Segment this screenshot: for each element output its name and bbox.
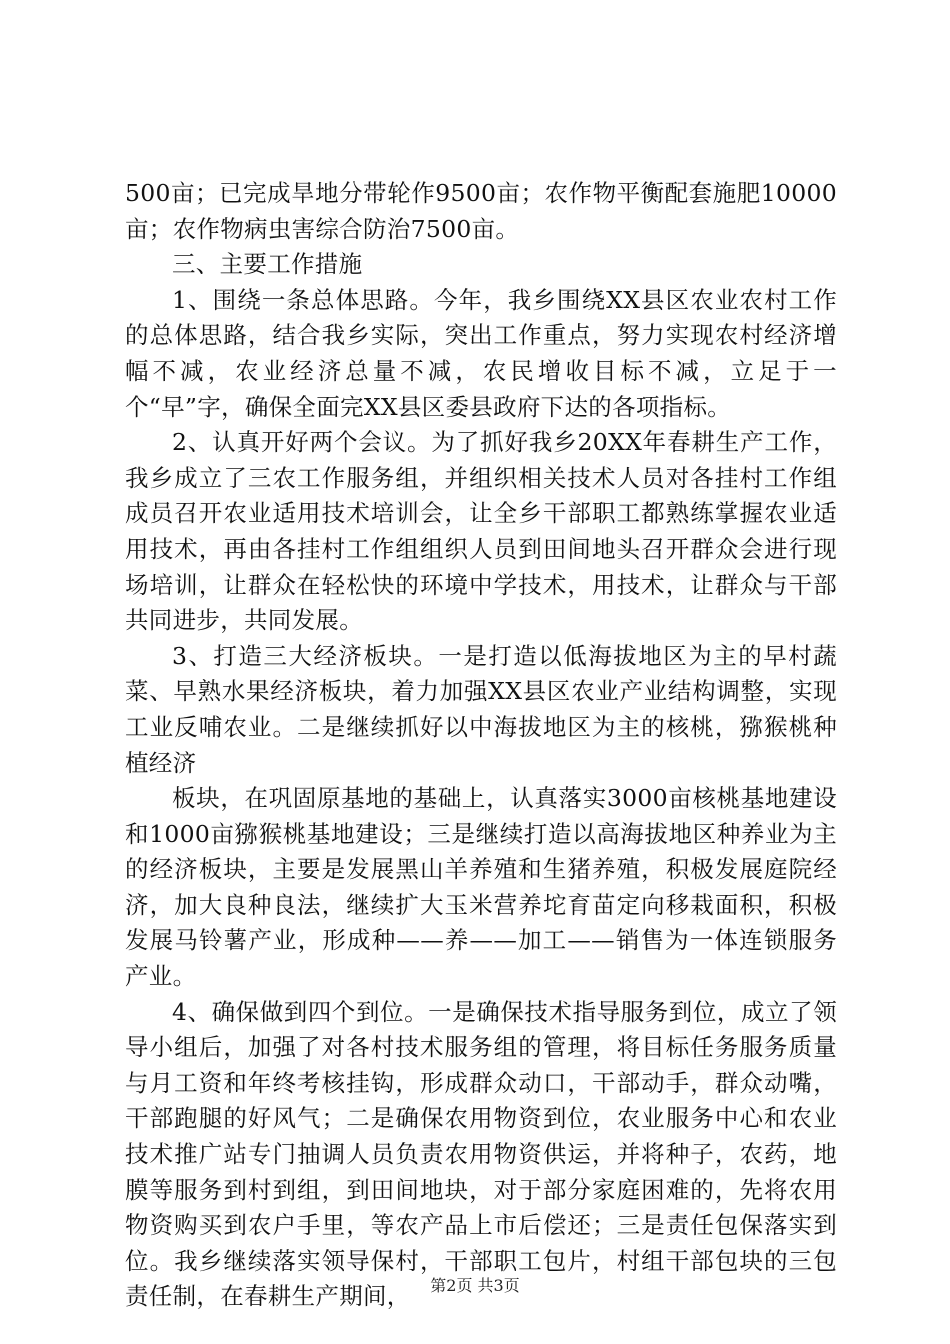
document-body bbox=[125, 176, 837, 1315]
paragraph-continuation: 500亩；已完成旱地分带轮作9500亩；农作物平衡配套施肥10000亩；农作物病虫害综合防治7500亩。 bbox=[125, 179, 837, 243]
paragraph-measure-4: 4、确保做到四个到位。一是确保技术指导服务到位，成立了领导小组后，加强了对各村技术服务组的管理，将目标任务服务质量与月工资和年终考核挂钩，形成群众动口，干部动手，群众动嘴，干部跑腿的好风气；二是确保农用物资到位，农业服务中心和农业技术推广站专门抽调人员负责农用物资供运，并将种子，农药，地膜等服务到村到组，到田间地块，对于部分家庭困难的，先将农用物资购买到农户手里，等农产品上市后偿还；三是责任包保落实到位。我乡继续落实领导保村，干部职工包片，村组干部包块的三包责任制，在春耕生产期间， bbox=[125, 997, 837, 1311]
paragraph-measure-3-continued: 板块，在巩固原基地的基础上，认真落实3000亩核桃基地建设和1000亩猕猴桃基地建设；三是继续打造以高海拔地区种养业为主的经济板块，主要是发展黑山羊养殖和生猪养殖，积极发展庭院经济，加大良种良法，继续扩大玉米营养坨育苗定向移栽面积，积极发展马铃薯产业，形成种——养——加工——销售为一体连锁服务产业。 bbox=[125, 784, 837, 991]
paragraph-measure-3: 3、打造三大经济板块。一是打造以低海拔地区为主的早村蔬菜、早熟水果经济板块，着力加强XX县区农业产业结构调整，实现工业反哺农业。二是继续抓好以中海拔地区为主的核桃，猕猴桃种植经济 bbox=[125, 641, 837, 777]
page-number-footer: 第2页 共3页 bbox=[430, 1276, 520, 1295]
paragraph-measure-1: 1、围绕一条总体思路。今年，我乡围绕XX县区农业农村工作的总体思路，结合我乡实际，突出工作重点，努力实现农村经济增幅不减，农业经济总量不减，农民增收目标不减，立足于一个“早”字，确保全面完XX县区委县政府下达的各项指标。 bbox=[125, 285, 837, 421]
paragraph-measure-2: 2、认真开好两个会议。为了抓好我乡20XX年春耕生产工作，我乡成立了三农工作服务组，并组织相关技术人员对各挂村工作组成员召开农业适用技术培训会，让全乡干部职工都熟练掌握农业适用技术，再由各挂村工作组组织人员到田间地头召开群众会进行现场培训，让群众在轻松快的环境中学技术，用技术，让群众与干部共同进步，共同发展。 bbox=[125, 428, 837, 635]
section-heading: 三、主要工作措施 bbox=[172, 250, 363, 279]
